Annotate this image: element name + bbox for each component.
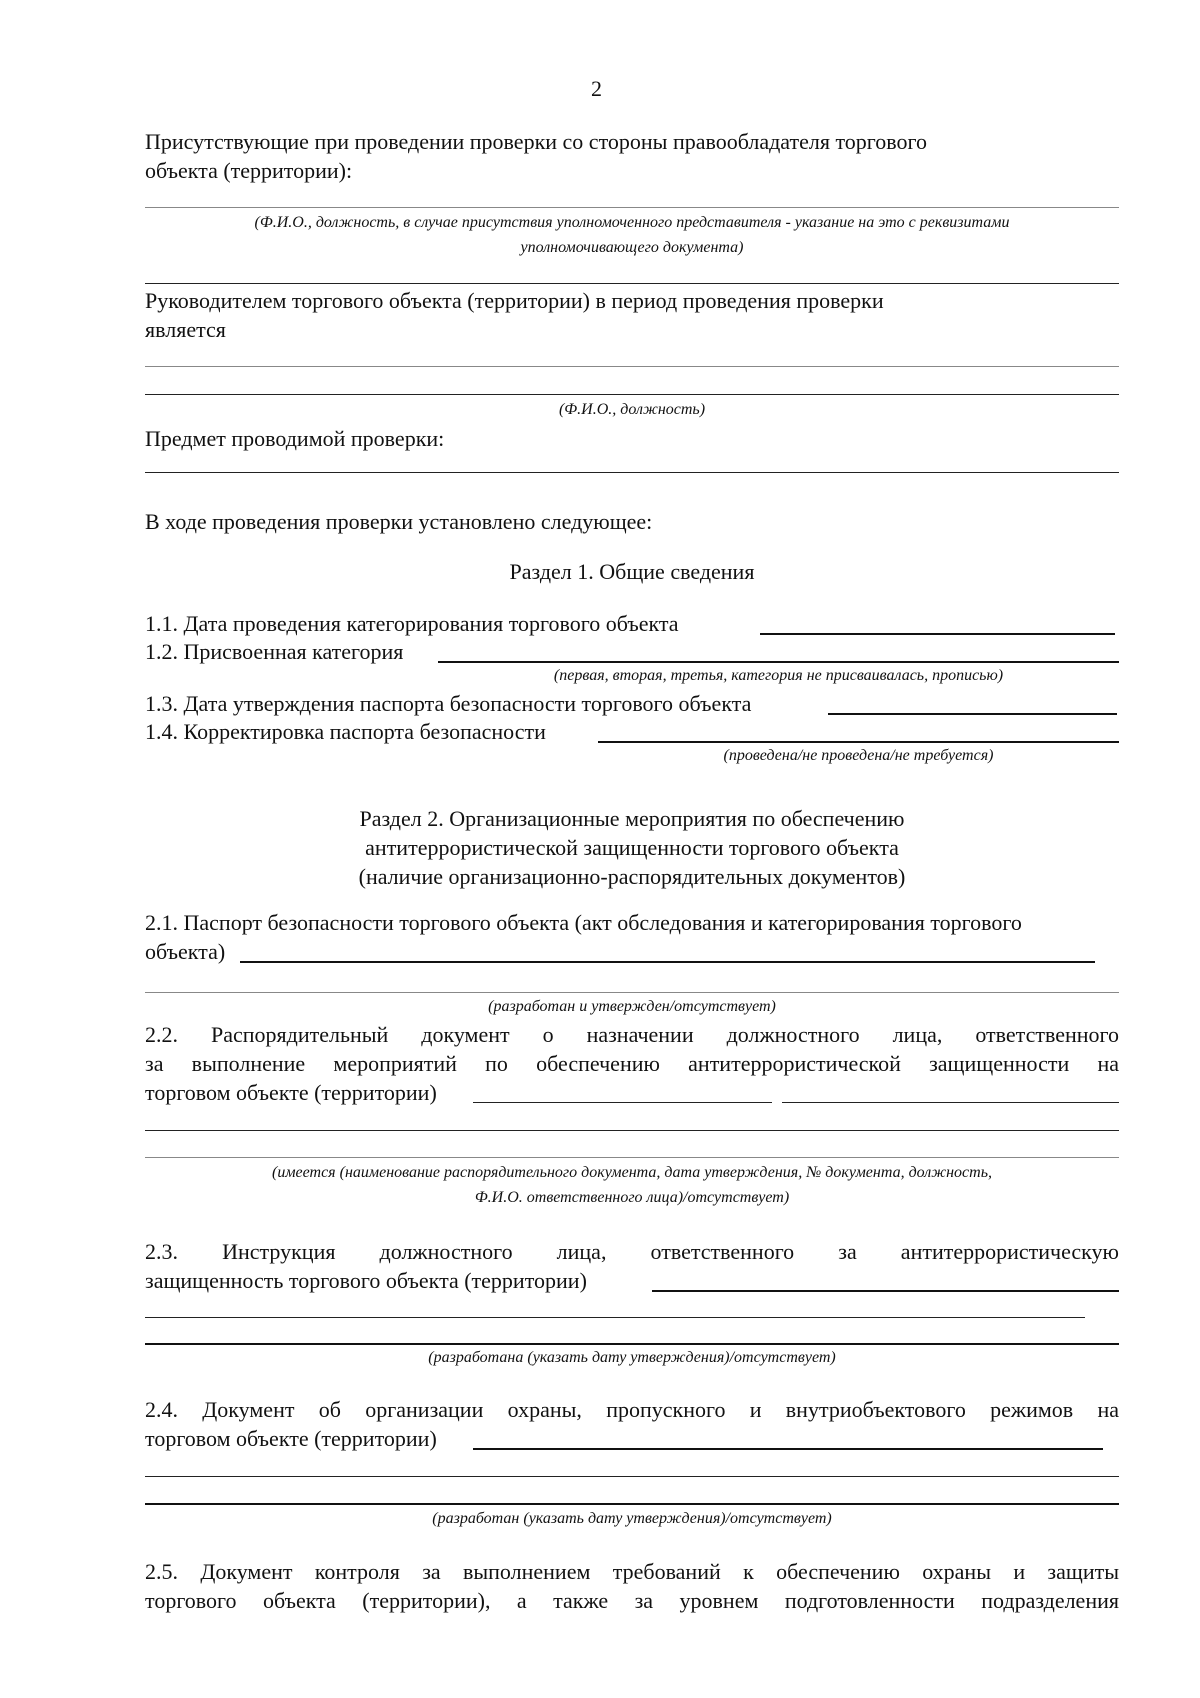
s1-item1-label: 1.1. Дата проведения категорирования торгового объекта: [145, 611, 679, 636]
head-line-1: Руководителем торгового объекта (территории) в период проведения проверки: [145, 288, 884, 313]
s2-item4-line-2: торговом объекте (территории): [145, 1426, 437, 1451]
s2-item2-line-1: 2.2. Распорядительный документ о назначении должностного лица, ответственного: [145, 1022, 1119, 1047]
s2-item2-caption-2: Ф.И.О. ответственного лица)/отсутствует): [474, 1189, 790, 1206]
present-fill-line: [145, 207, 1119, 208]
s1-item2-label: 1.2. Присвоенная категория: [145, 639, 404, 664]
s2-item4-line-1: 2.4. Документ об организации охраны, пропускного и внутриобъектового режимов на: [145, 1397, 1119, 1422]
present-line-1: Присутствующие при проведении проверки со стороны правообладателя торгового: [145, 129, 927, 154]
s2-item3-fill-2: [145, 1317, 1085, 1318]
subject-label: Предмет проводимой проверки:: [145, 426, 445, 451]
s2-item2-line-2: за выполнение мероприятий по обеспечению антитеррористической защищенности на: [145, 1051, 1119, 1076]
s1-item2-fill: [438, 661, 1119, 663]
s2-item4-fill-2: [145, 1476, 1119, 1477]
s1-item4-label: 1.4. Корректировка паспорта безопасности: [145, 719, 546, 744]
findings-intro: В ходе проведения проверки установлено следующее:: [145, 509, 653, 534]
s2-item5-line-2: торгового объекта (территории), а также за уровнем подготовленности подразделения: [145, 1588, 1119, 1613]
s2-item2-line-3: торговом объекте (территории): [145, 1080, 437, 1105]
s2-item1-fill-2: [145, 992, 1119, 993]
head-fill-line-1: [145, 366, 1119, 367]
present-caption-1: (Ф.И.О., должность, в случае присутствия уполномоченного представителя - указание на это с реквизитами: [254, 214, 1010, 231]
s2-item1-fill: [240, 961, 1095, 963]
s2-item2-fill-2: [145, 1130, 1119, 1131]
s2-item4-caption: (разработан (указать дату утверждения)/отсутствует): [432, 1510, 832, 1527]
s1-item4-caption: (проведена/не проведена/не требуется): [723, 747, 994, 764]
head-caption: (Ф.И.О., должность): [558, 401, 706, 418]
s2-item1-line-2: объекта): [145, 939, 226, 964]
s2-item3-caption: (разработана (указать дату утверждения)/отсутствует): [428, 1349, 836, 1366]
present-fill-line-2: [145, 283, 1119, 284]
s2-item5-line-1: 2.5. Документ контроля за выполнением требований к обеспечению охраны и защиты: [145, 1559, 1119, 1584]
s2-item4-fill: [473, 1448, 1103, 1450]
s1-item2-caption: (первая, вторая, третья, категория не присваивалась, прописью): [553, 667, 1004, 684]
s2-item3-fill-3: [145, 1343, 1119, 1345]
s2-item2-fill-b: [782, 1102, 1119, 1103]
s2-item2-fill-3: [145, 1157, 1119, 1158]
section1-title: Раздел 1. Общие сведения: [509, 559, 755, 584]
s2-item2-caption-1: (имеется (наименование распорядительного документа, дата утверждения, № документа, должность,: [271, 1164, 992, 1181]
s2-item2-fill-a: [473, 1102, 772, 1103]
s1-item3-fill: [828, 713, 1117, 715]
s2-item1-caption: (разработан и утвержден/отсутствует): [488, 998, 776, 1015]
s1-item3-label: 1.3. Дата утверждения паспорта безопасности торгового объекта: [145, 691, 752, 716]
head-fill-line-2: [145, 394, 1119, 395]
s2-item4-fill-3: [145, 1503, 1119, 1505]
section2-title-2: антитеррористической защищенности торгового объекта: [365, 835, 899, 860]
s2-item3-fill: [652, 1290, 1119, 1292]
s1-item4-fill: [598, 741, 1119, 743]
page-number: 2: [591, 76, 602, 101]
head-line-2: является: [145, 317, 226, 342]
section2-title-1: Раздел 2. Организационные мероприятия по обеспечению: [359, 806, 905, 831]
s2-item3-line-1: 2.3. Инструкция должностного лица, ответственного за антитеррористическую: [145, 1239, 1119, 1264]
s1-item1-fill: [760, 633, 1115, 635]
section2-title-3: (наличие организационно-распорядительных документов): [358, 864, 906, 889]
present-line-2: объекта (территории):: [145, 158, 353, 183]
s2-item1-line-1: 2.1. Паспорт безопасности торгового объекта (акт обследования и категорирования торгового: [145, 910, 1022, 935]
present-caption-2: уполномочивающего документа): [520, 239, 744, 256]
subject-fill-line: [145, 472, 1119, 473]
s2-item3-line-2: защищенность торгового объекта (территории): [145, 1268, 587, 1293]
